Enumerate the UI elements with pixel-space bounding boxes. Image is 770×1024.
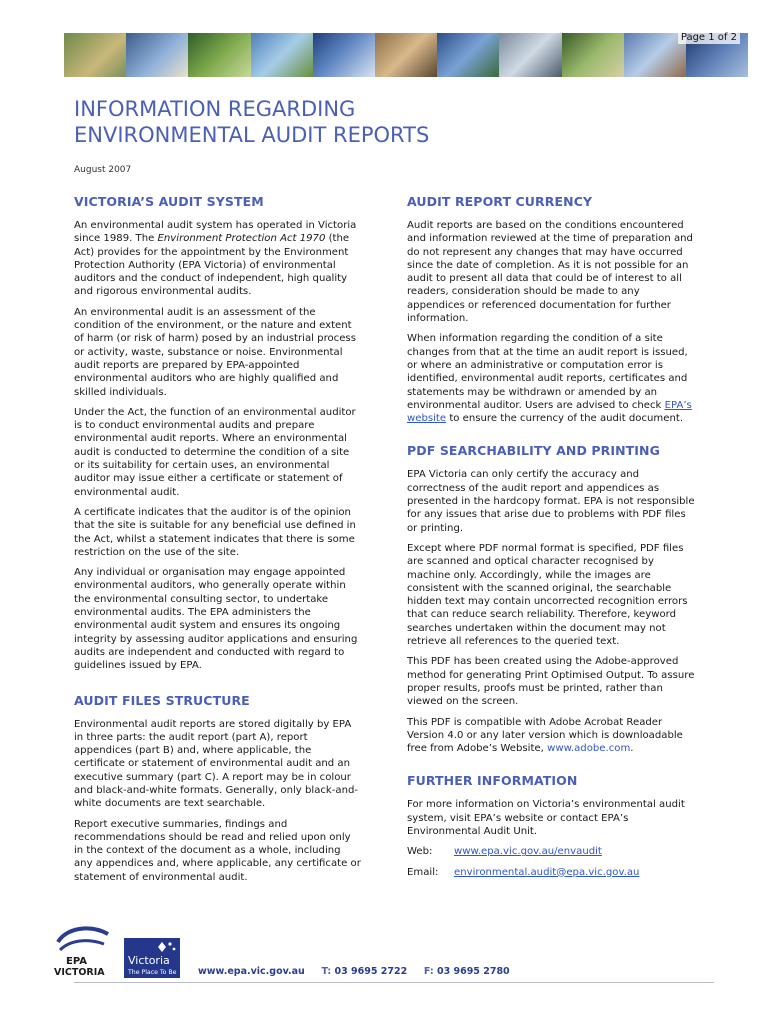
footer-phone: 03 9695 2722 bbox=[334, 966, 408, 977]
section-heading: PDF SEARCHABILITY AND PRINTING bbox=[407, 443, 660, 459]
section-heading: VICTORIA’S AUDIT SYSTEM bbox=[74, 194, 264, 209]
paragraph bbox=[407, 716, 699, 756]
paragraph: An environmental audit is an assessment of the condition of the environment, or the nature and extent of harm (or risk of harm) posed by an industrial process or activity, waste, substance or noise. Environmental audit reports are prepared by EPA-appointed environmental auditors who are highly qualified and skilled individuals. bbox=[74, 306, 356, 398]
title-line-2: ENVIRONMENTAL AUDIT REPORTS bbox=[74, 123, 430, 147]
paragraph: Except where PDF normal format is specified, PDF files are scanned and optical character recognised by machine only. Accordingly, while the images are consistent with the scanned original, the searchable hidden text may contain uncorrected recognition errors that can reduce search reliability. Therefore, keyword searches undertaken within the document may not retrieve all references to the queried text. bbox=[407, 542, 688, 648]
footer-phone-label: T: bbox=[321, 966, 332, 977]
page-number bbox=[678, 31, 740, 44]
svg-text:Victoria: Victoria bbox=[128, 954, 170, 967]
contact-email-row bbox=[407, 866, 699, 879]
text: An environmental audit system has operated in Victoria since 1989. The bbox=[74, 220, 357, 245]
footer bbox=[0, 920, 770, 1024]
footer-fax: 03 9695 2780 bbox=[436, 966, 510, 977]
footer-website: www.epa.vic.gov.au bbox=[198, 966, 305, 977]
footer-contact-line bbox=[198, 966, 510, 977]
section-pdf-searchability bbox=[407, 443, 699, 755]
footer-fax-label: F: bbox=[423, 966, 434, 977]
paragraph: Under the Act, the function of an environmental auditor is to conduct environmental audits and prepare environmental audit reports. Where an environmental audit is conducted to determine the condition of a site or its suitability for certain uses, an environmental auditor may issue either a certificate or statement of environmental audit. bbox=[74, 406, 356, 498]
document-date: August 2007 bbox=[74, 165, 132, 175]
email-label: Email: bbox=[407, 866, 439, 878]
epa-victoria-logo bbox=[52, 920, 114, 980]
paragraph: Environmental audit reports are stored digitally by EPA in three parts: the audit report (part A), report appendices (part B) and, where applicable, the certificate or statement of environmental audit and an executive summary (part C). A report may be in colour and black-and-white formats. Generally, only black-and-white documents are text searchable. bbox=[74, 718, 359, 810]
web-label: Web: bbox=[407, 846, 433, 858]
paragraph bbox=[74, 219, 362, 299]
svg-text:The Place To Be: The Place To Be bbox=[128, 969, 177, 976]
text: (the Act) provides for the appointment by the Environment Protection Authority (EPA Victoria) of environmental auditors and the conduct of independent, high quality and rigorous environmental audits. bbox=[74, 233, 350, 298]
act-name: Environment Protection Act 1970 bbox=[157, 233, 326, 245]
contact-web-row bbox=[407, 845, 699, 858]
paragraph: Report executive summaries, findings and recommendations should be read and relied upon only in the context of the document as a whole, including any appendices and, where applicable, any certificate or statement of environmental audit. bbox=[74, 818, 361, 883]
paragraph: EPA Victoria can only certify the accuracy and correctness of the audit report and appendices as presented in the hardcopy format. EPA is not responsible for any issues that arise due to problems with PDF files or printing. bbox=[407, 469, 695, 534]
epa-website-link[interactable]: EPA’s website bbox=[407, 399, 692, 425]
right-column bbox=[407, 194, 699, 897]
section-heading: AUDIT REPORT CURRENCY bbox=[407, 194, 593, 209]
title-line-1: INFORMATION REGARDING bbox=[74, 97, 356, 121]
adobe-link[interactable]: www.adobe.com bbox=[547, 743, 631, 755]
header-photo-banner bbox=[64, 33, 748, 77]
footer-divider bbox=[74, 982, 714, 983]
paragraph: Any individual or organisation may engage appointed environmental auditors, who generally operate within the environmental consulting sector, to undertake environmental audits. The EPA administers the environmental audit system and ensures its ongoing integrity by assessing auditor applications and ensuring audits are independent and conducted with regard to guidelines issued by EPA. bbox=[74, 567, 358, 672]
document-title bbox=[74, 96, 574, 148]
text: . bbox=[630, 743, 634, 755]
victoria-state-logo bbox=[124, 938, 180, 978]
section-victorias-audit-system bbox=[74, 194, 362, 673]
text: When information regarding the condition of a site changes from that at the time an audit report is issued, or where an administrative or computation error is identified, environmental audit reports, certificates and statements may be withdrawn or amended by an environmental auditor. Users are advised to check bbox=[407, 333, 688, 411]
section-heading: AUDIT FILES STRUCTURE bbox=[74, 692, 250, 708]
svg-text:EPA: EPA bbox=[66, 956, 87, 967]
svg-text:VICTORIA: VICTORIA bbox=[54, 967, 105, 978]
page-count: 1 of 2 bbox=[708, 32, 737, 43]
section-audit-files-structure bbox=[74, 693, 362, 885]
paragraph: This PDF has been created using the Adobe-approved method for generating Print Optimised Output. To assure proper results, proofs must be printed, rather than viewed on the screen. bbox=[407, 656, 695, 708]
section-heading: FURTHER INFORMATION bbox=[407, 773, 578, 789]
paragraph: A certificate indicates that the auditor is of the opinion that the site is suitable for any beneficial use defined in the Act, whilst a statement indicates that there is some restriction on the use of the site. bbox=[74, 506, 356, 558]
text: This PDF is compatible with Adobe Acrobat Reader Version 4.0 or any later version which is downloadable free from Adobe’s Website, bbox=[407, 716, 683, 755]
section-audit-report-currency bbox=[407, 194, 699, 425]
envaudit-link[interactable]: www.epa.vic.gov.au/envaudit bbox=[454, 846, 602, 858]
paragraph: Audit reports are based on the conditions encountered and information reviewed at the time of preparation and do not represent any changes that may have occurred since the date of completion. As it is not possible for an audit to present all data that could be of interest to all readers, consideration should be made to any appendices or referenced documentation for further information. bbox=[407, 220, 693, 325]
email-link[interactable]: environmental.audit@epa.vic.gov.au bbox=[454, 866, 640, 878]
page-label: Page bbox=[680, 32, 706, 43]
section-further-information bbox=[407, 773, 699, 878]
left-column bbox=[74, 194, 362, 902]
paragraph bbox=[407, 332, 699, 425]
text: to ensure the currency of the audit document. bbox=[446, 413, 684, 425]
paragraph: For more information on Victoria’s environmental audit system, visit EPA’s website or contact EPA’s Environmental Audit Unit. bbox=[407, 799, 685, 837]
